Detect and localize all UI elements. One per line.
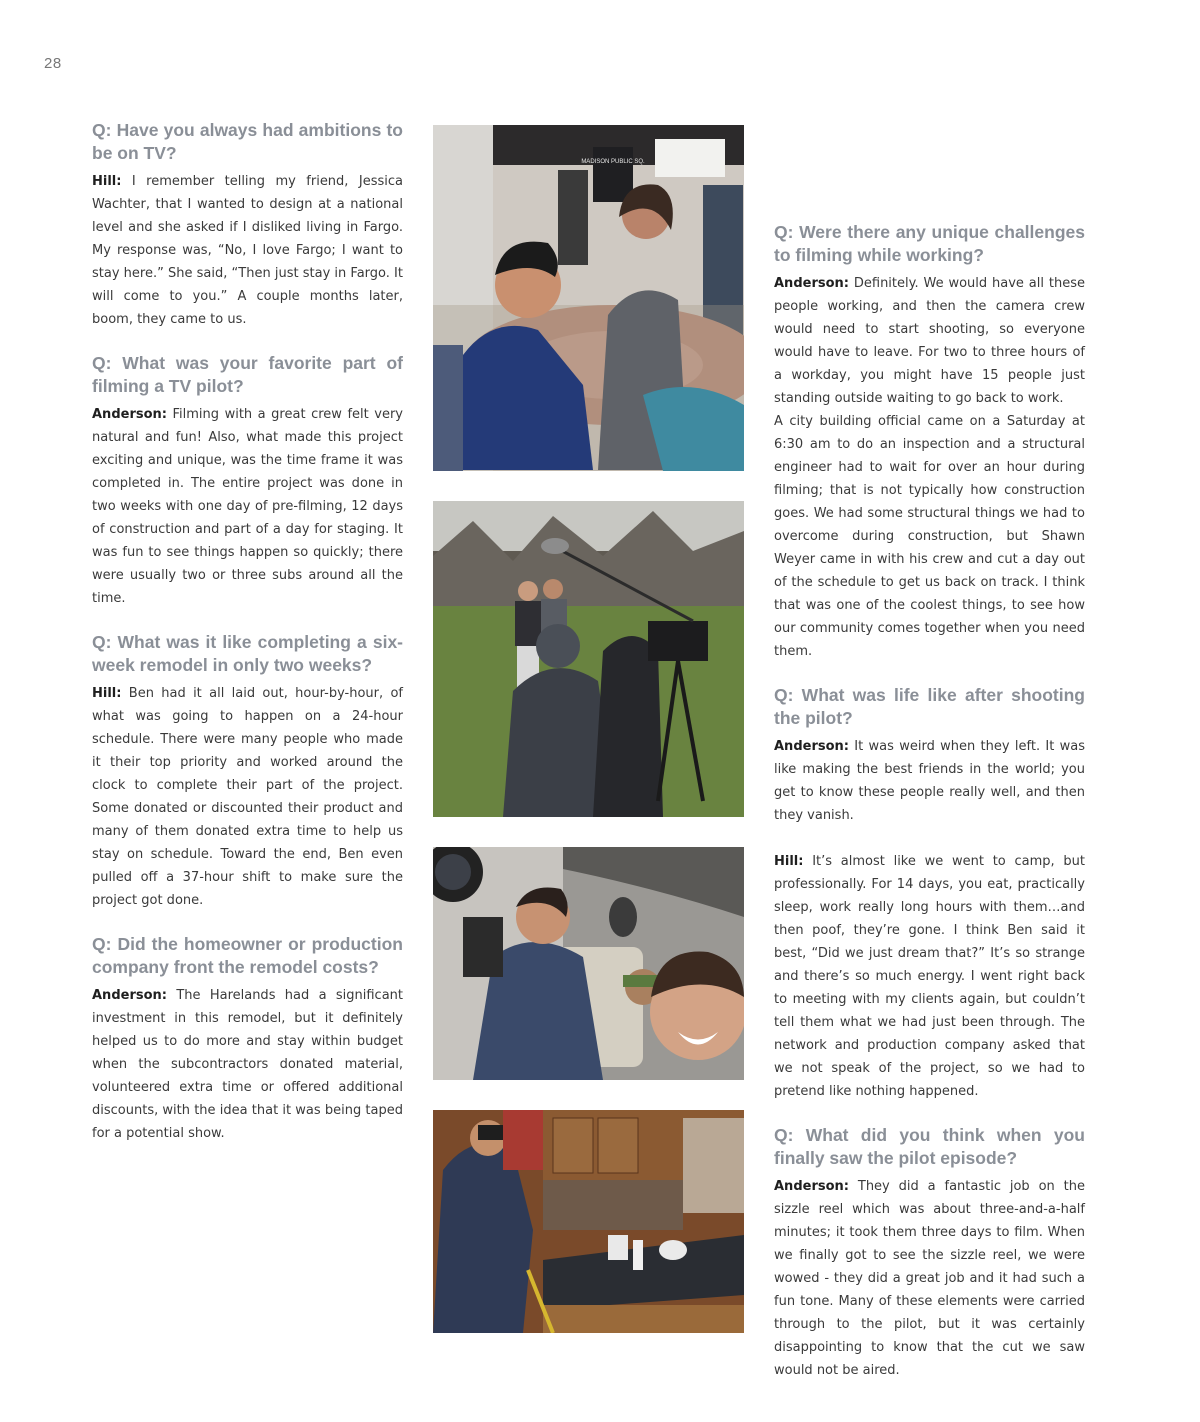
answer-paragraph [774, 850, 1085, 1103]
field-crew-photo [433, 501, 744, 817]
qa-block [92, 631, 403, 912]
question-heading: Q: Have you always had ambitions to be on TV? [92, 120, 403, 163]
answer-text: Definitely. We would have all these people working, and then the camera crew would need to start shooting, so everyone would have to leave. For two to three hours of a workday, you might have 15 people just standing outside waiting to go back to work. [774, 276, 1085, 406]
right-text-column [774, 221, 1085, 1403]
speaker-name: Hill: [92, 686, 122, 701]
speaker-name: Anderson: [92, 988, 167, 1003]
answer-paragraph [774, 1175, 1085, 1382]
question-heading: Q: What was life like after shooting the pilot? [774, 685, 1085, 728]
answer-paragraph [774, 735, 1085, 827]
answer-paragraph [774, 410, 1085, 663]
speaker-name: Anderson: [774, 1179, 849, 1194]
speaker-name: Hill: [92, 174, 122, 189]
left-text-column [92, 119, 403, 1166]
speaker-name: Anderson: [774, 276, 849, 291]
car-selfie-photo [433, 847, 744, 1080]
qa-block [774, 1124, 1085, 1382]
answer-text: I remember telling my friend, Jessica Wachter, that I wanted to design at a national level and she asked if I disliked living in Fargo. My response was, “No, I love Fargo; I want to stay here.” She said, “Then just stay in Fargo. It will come to you.” A couple months later, boom, they came to us. [92, 174, 403, 327]
question-heading: Q: What was your favorite part of filming a TV pilot? [92, 353, 403, 396]
qa-block [774, 221, 1085, 663]
answer-paragraph [92, 984, 403, 1145]
qa-block [92, 119, 403, 331]
qa-block [92, 352, 403, 610]
speaker-name: Anderson: [92, 407, 167, 422]
answer-paragraph [92, 170, 403, 331]
answer-text: It’s almost like we went to camp, but professionally. For 14 days, you eat, practically sleep, work really long hours with them…and then poof, they’re gone. I think Ben said it best, “Did we just dream that?” It’s so strange and there’s so much energy. I went right back to meeting with my clients again, but couldn’t tell them what we had just been through. The network and production company asked that we not speak of the project, so we had to pretend like nothing happened. [774, 854, 1085, 1099]
speaker-name: Hill: [774, 854, 804, 869]
qa-block [774, 684, 1085, 1103]
answer-paragraph [774, 272, 1085, 410]
answer-text: Filming with a great crew felt very natural and fun! Also, what made this project exciting and unique, was the time frame it was completed in. The entire project was done in two weeks with one day of pre-filming, 12 days of construction and part of a day for staging. It was fun to see things happen so quickly; there were usually two or three subs around all the time. [92, 407, 403, 606]
question-heading: Q: What did you think when you finally saw the pilot episode? [774, 1125, 1085, 1168]
answer-text: They did a fantastic job on the sizzle reel which was about three-and-a-half minutes; it took them three days to film. When we finally got to see the sizzle reel, we were wowed - they did a great job and it had such a fun tone. Many of these elements were carried through to the pilot, but it was certainly disappointing to know that the cut we saw would not be aired. [774, 1179, 1085, 1378]
question-heading: Q: What was it like completing a six-week remodel in only two weeks? [92, 632, 403, 675]
qa-block [92, 933, 403, 1145]
answer-text: A city building official came on a Saturday at 6:30 am to do an inspection and a structural engineer had to wait for over an hour during filming; that is not typically how construction goes. We had some structural things we had to overcome during construction, but Shawn Weyer came in with his crew and cut a day out of the schedule to get us back on track. I think that was one of the coolest things, to see how our community comes together when you need them. [774, 414, 1085, 659]
answer-text: It was weird when they left. It was like making the best friends in the world; you get to know these people really well, and then they vanish. [774, 739, 1085, 823]
kitchen-photo [433, 1110, 744, 1333]
question-heading: Q: Were there any unique challenges to filming while working? [774, 222, 1085, 265]
makeup-photo [433, 125, 744, 471]
page-number: 28 [44, 55, 62, 72]
speaker-name: Anderson: [774, 739, 849, 754]
question-heading: Q: Did the homeowner or production company front the remodel costs? [92, 934, 403, 977]
answer-text: Ben had it all laid out, hour-by-hour, of what was going to happen on a 24-hour schedule. There were many people who made it their top priority and worked around the clock to complete their part of the project. Some donated or discounted their product and many of them donated extra time to help us stay on schedule. Toward the end, Ben even pulled off a 37-hour shift to make sure the project got done. [92, 686, 403, 908]
answer-text: The Harelands had a significant investment in this remodel, but it definitely helped us to do more and stay within budget when the subcontractors donated material, volunteered extra time or offered additional discounts, with the idea that it was being taped for a potential show. [92, 988, 403, 1141]
sign-text: MADISON PUBLIC SQ. [581, 159, 645, 165]
answer-paragraph [92, 403, 403, 610]
answer-paragraph [92, 682, 403, 912]
